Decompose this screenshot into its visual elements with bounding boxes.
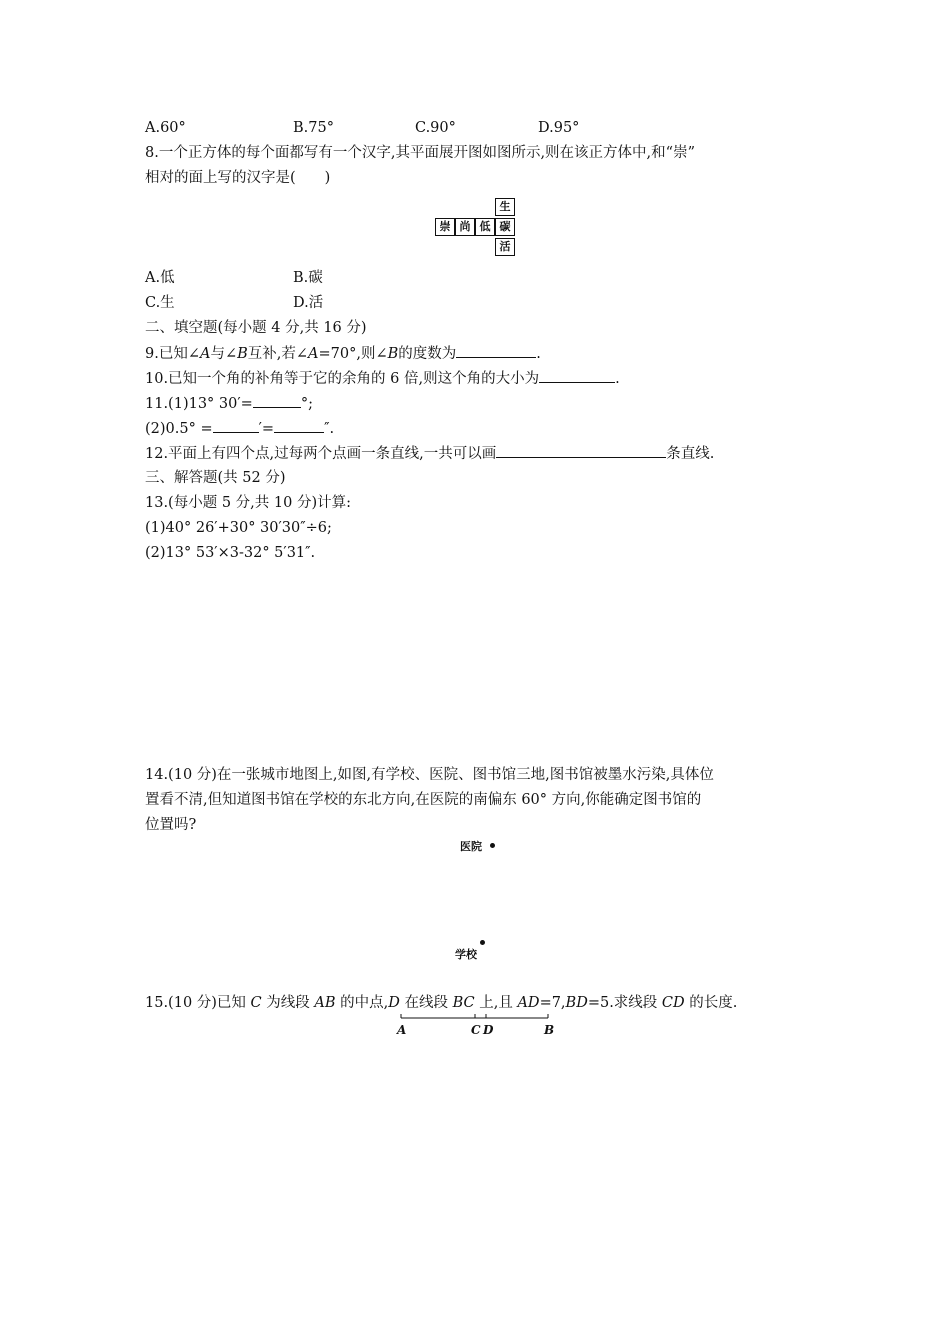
answer-blank[interactable] — [496, 443, 666, 458]
net-cell-top: 生 — [495, 198, 515, 216]
q14-line1: 14.(10 分)在一张城市地图上,如图,有学校、医院、图书馆三地,图书馆被墨水污染,具体位 — [145, 767, 714, 783]
hospital-point — [490, 843, 495, 848]
q12: 12.平面上有四个点,过每两个点画一条直线,一共可以画 条直线. — [145, 443, 714, 464]
net-cell: 碳 — [495, 218, 515, 236]
q8-option-a: A.低 — [145, 270, 175, 286]
q13-line1: 13.(每小题 5 分,共 10 分)计算: — [145, 495, 351, 511]
school-point — [480, 940, 485, 945]
answer-blank[interactable] — [274, 418, 324, 433]
answer-blank[interactable] — [456, 343, 536, 358]
section-heading-fill: 二、填空题(每小题 4 分,共 16 分) — [145, 320, 367, 336]
q15: 15.(10 分)已知 C 为线段 AB 的中点,D 在线段 BC 上,且 AD=7,BD=5.求线段 CD 的长度. — [145, 995, 738, 1011]
q8-option-c: C.生 — [145, 295, 175, 311]
label-d: D — [483, 1023, 494, 1037]
section-heading-answer: 三、解答题(共 52 分) — [145, 470, 286, 486]
q10: 10.已知一个角的补角等于它的余角的 6 倍,则这个角的大小为 . — [145, 368, 620, 389]
answer-blank[interactable] — [539, 368, 615, 383]
q8-option-b: B.碳 — [293, 270, 323, 286]
option-c: C.90° — [415, 120, 456, 136]
label-c: C — [471, 1023, 481, 1037]
option-d: D.95° — [538, 120, 580, 136]
q13-line3: (2)13° 53′×3-32° 5′31″. — [145, 545, 316, 561]
q9: 9.已知∠A与∠B互补,若∠A=70°,则∠B的度数为 . — [145, 343, 541, 364]
q14-line3: 位置吗? — [145, 817, 197, 833]
label-b: B — [544, 1023, 555, 1037]
q8-line1: 8.一个正方体的每个面都写有一个汉字,其平面展开图如图所示,则在该正方体中,和“崇” — [145, 145, 695, 161]
option-a: A.60° — [145, 120, 186, 136]
net-cell: 崇 — [435, 218, 455, 236]
answer-blank[interactable] — [213, 418, 259, 433]
answer-blank[interactable] — [253, 393, 301, 408]
net-cell: 尚 — [455, 218, 475, 236]
hospital-label: 医院 — [460, 840, 482, 853]
option-b: B.75° — [293, 120, 334, 136]
net-cell-bottom: 活 — [495, 238, 515, 256]
label-a: A — [397, 1023, 407, 1037]
school-label: 学校 — [455, 948, 477, 961]
q11-part1: 11.(1)13° 30′= °; — [145, 393, 313, 414]
q14-line2: 置看不清,但知道图书馆在学校的东北方向,在医院的南偏东 60° 方向,你能确定图书馆的 — [145, 792, 702, 808]
q8-option-d: D.活 — [293, 295, 324, 311]
q13-line2: (1)40° 26′+30° 30′30″÷6; — [145, 520, 332, 536]
q8-line2: 相对的面上写的汉字是( ) — [145, 170, 331, 186]
net-cell: 低 — [475, 218, 495, 236]
q11-part2: (2)0.5° = ′= ″. — [145, 418, 334, 439]
